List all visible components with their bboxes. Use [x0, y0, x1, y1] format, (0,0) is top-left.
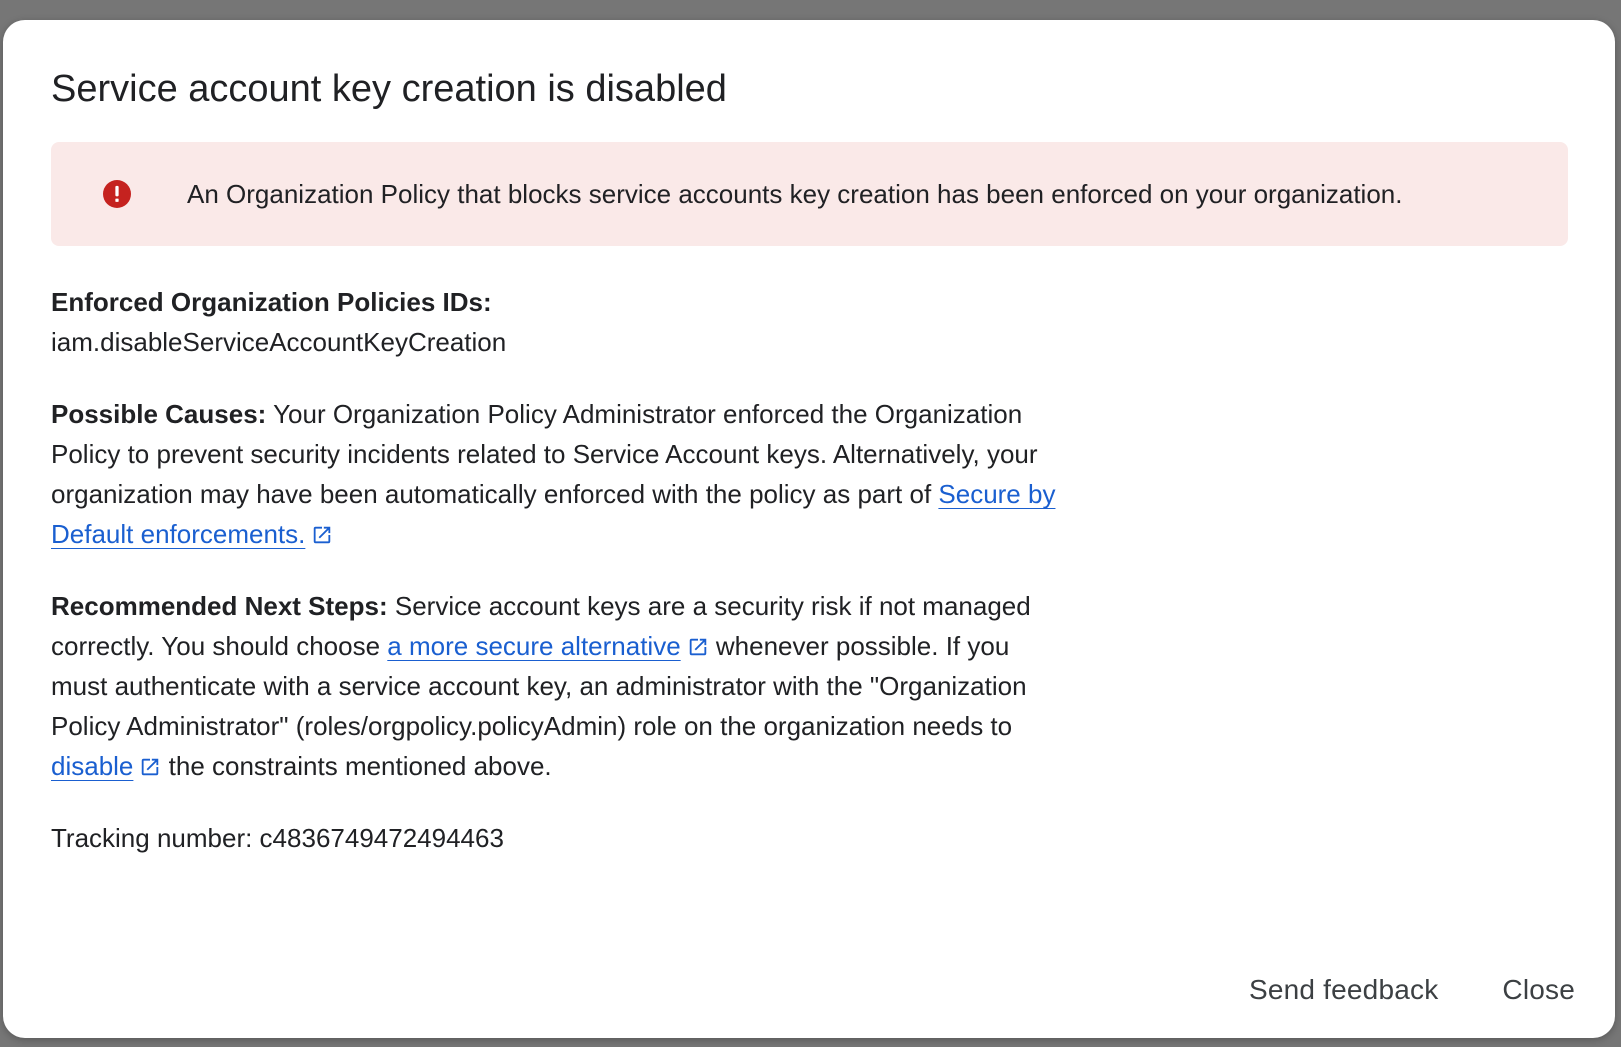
tracking-number: Tracking number: c4836749472494463 — [51, 823, 504, 853]
steps-text-3: the constraints mentioned above. — [161, 751, 552, 781]
policies-label: Enforced Organization Policies IDs: — [51, 287, 492, 317]
dialog-title: Service account key creation is disabled — [51, 68, 727, 110]
external-link-icon[interactable] — [139, 756, 161, 778]
steps-text-2: whenever possible. If you must authenticate with a service account key, an administrator with the "Organization Policy Administrator" (roles/orgpolicy.policyAdmin) role on the organization needs to — [51, 631, 1027, 741]
error-banner — [51, 142, 1568, 246]
error-icon — [103, 180, 131, 208]
policies-value: iam.disableServiceAccountKeyCreation — [51, 327, 507, 357]
external-link-icon[interactable] — [311, 524, 333, 546]
steps-text-1: Service account keys are a security risk if not managed correctly. You should choose — [51, 591, 1031, 661]
close-button[interactable]: Close — [1502, 974, 1575, 1005]
secure-alternative-link[interactable]: a more secure alternative — [387, 631, 681, 661]
causes-section — [51, 394, 1061, 554]
causes-text: Your Organization Policy Administrator enforced the Organization Policy to prevent security incidents related to Service Account keys. Alternatively, your organization may have been automatically enforced with the policy as part of — [51, 399, 1038, 509]
dialog-content — [51, 282, 1061, 890]
steps-label: Recommended Next Steps: — [51, 591, 388, 621]
dialog-footer — [1249, 974, 1575, 1006]
causes-label: Possible Causes: — [51, 399, 267, 429]
steps-section — [51, 586, 1061, 786]
disable-link[interactable]: disable — [51, 751, 134, 781]
error-dialog — [3, 20, 1615, 1038]
secure-by-default-link[interactable]: Secure by Default enforcements. — [51, 479, 1056, 549]
external-link-icon[interactable] — [687, 636, 709, 658]
send-feedback-button[interactable]: Send feedback — [1248, 974, 1439, 1005]
banner-message: An Organization Policy that blocks service accounts key creation has been enforced on your organization. — [187, 179, 1403, 209]
policies-section — [51, 282, 1061, 362]
